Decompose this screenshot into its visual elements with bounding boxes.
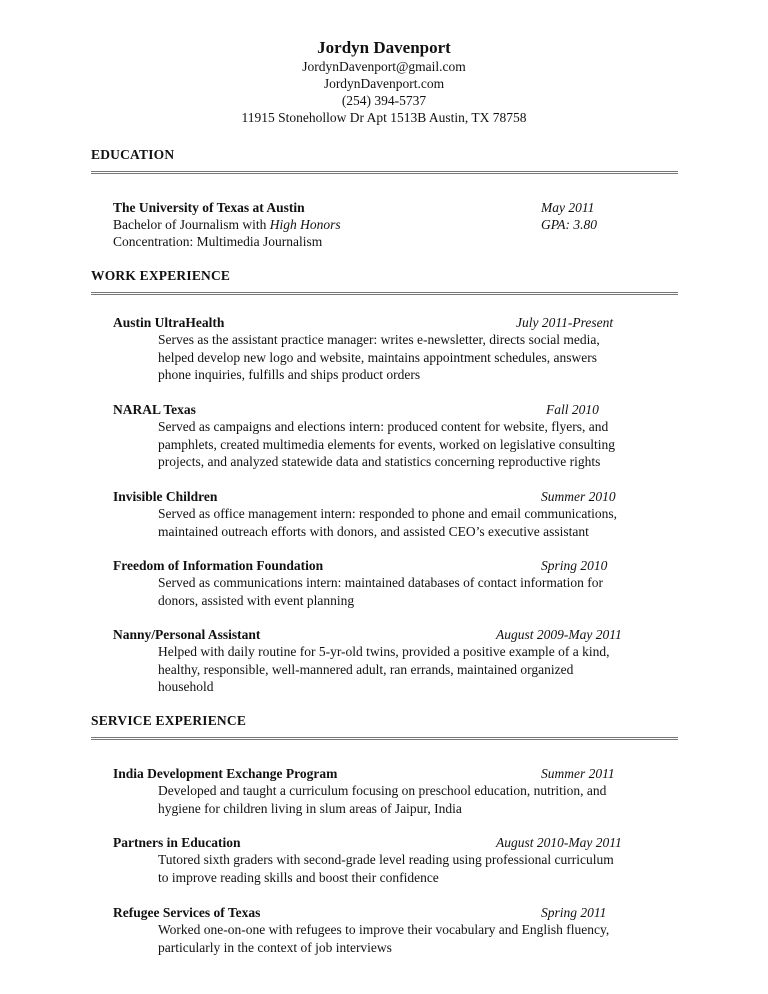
work-experience-heading: WORK EXPERIENCE bbox=[91, 268, 231, 283]
education-gpa: GPA: 3.80 bbox=[541, 217, 597, 232]
description-line: particularly in the context of job interviews bbox=[158, 939, 392, 955]
work-date: August 2009-May 2011 bbox=[496, 627, 622, 642]
description-line: household bbox=[158, 679, 214, 694]
service-date: August 2010-May 2011 bbox=[496, 835, 622, 850]
service-entry bbox=[113, 834, 673, 886]
resume-header bbox=[0, 38, 768, 126]
service-date: Summer 2011 bbox=[541, 766, 615, 781]
email-address: JordynDavenport@gmail.com bbox=[302, 59, 466, 74]
work-description bbox=[158, 643, 676, 696]
service-entry bbox=[113, 765, 673, 817]
description-line: Helped with daily routine for 5-yr-old twins, provided a positive example of a kind, bbox=[158, 644, 610, 659]
work-entry bbox=[113, 557, 673, 609]
education-heading: EDUCATION bbox=[91, 147, 175, 162]
service-experience-heading: SERVICE EXPERIENCE bbox=[91, 713, 247, 728]
street-address: 11915 Stonehollow Dr Apt 1513B Austin, TX 78758 bbox=[241, 110, 527, 125]
description-line: Developed and taught a curriculum focusing on preschool education, nutrition, and bbox=[158, 783, 607, 798]
service-description bbox=[158, 851, 676, 886]
degree-honors: High Honors bbox=[269, 217, 341, 232]
work-entry bbox=[113, 488, 673, 540]
work-org: Austin UltraHealth bbox=[113, 315, 225, 330]
description-line: Serves as the assistant practice manager: writes e-newsletter, directs social media, bbox=[158, 332, 600, 347]
work-date: Fall 2010 bbox=[546, 402, 599, 417]
service-description bbox=[158, 782, 676, 817]
work-date: Spring 2010 bbox=[541, 558, 608, 573]
work-entry bbox=[113, 314, 673, 384]
service-experience-divider bbox=[91, 737, 678, 740]
work-entry bbox=[113, 401, 673, 471]
service-entry bbox=[113, 904, 673, 956]
description-line: projects, and analyzed statewide data and statistics concerning reproductive rights bbox=[158, 454, 601, 469]
school-name: The University of Texas at Austin bbox=[113, 200, 305, 215]
education-divider bbox=[91, 171, 678, 174]
work-org: Nanny/Personal Assistant bbox=[113, 627, 261, 642]
description-line: helped develop new logo and website, maintains appointment schedules, answers bbox=[158, 349, 598, 365]
description-line: maintained outreach efforts with donors, and assisted CEO’s executive assistant bbox=[158, 523, 589, 539]
work-description bbox=[158, 331, 676, 384]
service-org: Refugee Services of Texas bbox=[113, 905, 261, 920]
work-description bbox=[158, 418, 676, 471]
service-date: Spring 2011 bbox=[541, 905, 607, 920]
description-line: healthy, responsible, well-mannered adult, ran errands, maintained organized bbox=[158, 661, 574, 677]
degree-name: Bachelor of Journalism with bbox=[113, 217, 270, 232]
description-line: Tutored sixth graders with second-grade level reading using professional curriculum bbox=[158, 852, 614, 867]
work-date: July 2011-Present bbox=[516, 315, 614, 330]
service-description bbox=[158, 921, 676, 956]
description-line: Served as office management intern: responded to phone and email communications, bbox=[158, 506, 617, 521]
description-line: donors, assisted with event planning bbox=[158, 592, 355, 608]
work-org: Freedom of Information Foundation bbox=[113, 558, 324, 573]
phone-number: (254) 394-5737 bbox=[341, 93, 427, 108]
website-address: JordynDavenport.com bbox=[323, 76, 445, 91]
description-line: phone inquiries, fulfills and ships product orders bbox=[158, 367, 421, 382]
work-org: NARAL Texas bbox=[113, 402, 196, 417]
service-org: India Development Exchange Program bbox=[113, 766, 338, 781]
service-org: Partners in Education bbox=[113, 835, 241, 850]
description-line: Served as campaigns and elections intern: produced content for website, flyers, and bbox=[158, 419, 609, 434]
work-description bbox=[158, 505, 676, 540]
work-entry bbox=[113, 626, 673, 696]
concentration: Concentration: Multimedia Journalism bbox=[113, 234, 323, 249]
description-line: to improve reading skills and boost their confidence bbox=[158, 869, 439, 885]
description-line: hygiene for children living in slum areas of Jaipur, India bbox=[158, 800, 462, 816]
work-description bbox=[158, 574, 676, 609]
description-line: pamphlets, created multimedia elements for events, worked on legislative consulting bbox=[158, 436, 615, 452]
work-experience-divider bbox=[91, 292, 678, 295]
education-date: May 2011 bbox=[541, 200, 595, 215]
work-date: Summer 2010 bbox=[541, 489, 616, 504]
work-org: Invisible Children bbox=[113, 489, 218, 504]
candidate-name: Jordyn Davenport bbox=[317, 38, 451, 57]
description-line: Worked one-on-one with refugees to improve their vocabulary and English fluency, bbox=[158, 922, 610, 937]
description-line: Served as communications intern: maintained databases of contact information for bbox=[158, 575, 603, 590]
